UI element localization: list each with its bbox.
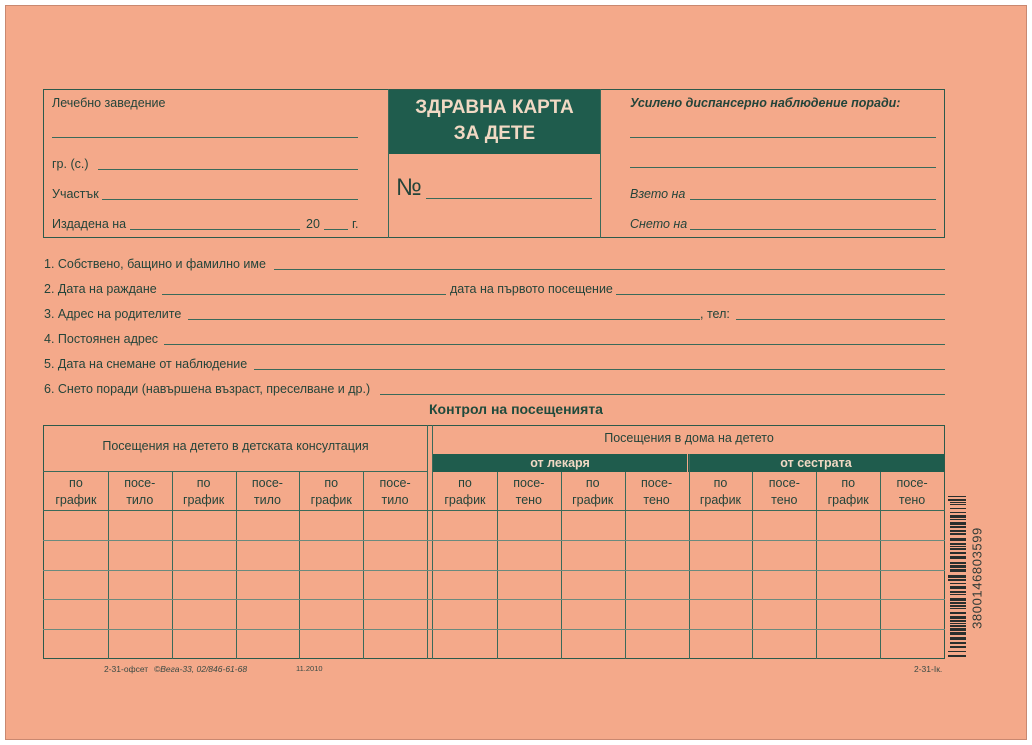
consult-col-3-header	[236, 475, 300, 509]
home-col-4-header	[689, 475, 753, 509]
barcode-bar	[950, 620, 966, 622]
home-col-2-header-line-0: по	[585, 476, 600, 490]
barcode-bar	[950, 519, 966, 520]
card-title-block	[389, 90, 600, 154]
field-parents-address-label: 3. Адрес на родителите	[44, 307, 182, 321]
home-header: Посещения в дома на детето	[604, 431, 774, 445]
barcode-bar	[950, 526, 966, 528]
home-col-6-header	[816, 475, 880, 509]
home-col-7-header-line-0: посе-	[896, 476, 928, 490]
barcode-bar	[950, 594, 966, 595]
home-col-5-header-line-1: тено	[771, 493, 798, 507]
field-parents-address-line[interactable]	[188, 319, 700, 320]
barcode-number-wrap	[966, 496, 988, 660]
home-col-4-header-line-0: по	[713, 476, 728, 490]
home-col-2-header-line-1: график	[572, 493, 614, 507]
table-row[interactable]	[44, 600, 944, 628]
header-divider-right	[600, 89, 601, 238]
home-col-0-header-line-1: график	[444, 493, 486, 507]
field-permanent-address-label: 4. Постоянен адрес	[44, 332, 159, 346]
district-label: Участък	[52, 187, 99, 201]
removed-line[interactable]	[690, 229, 936, 230]
barcode-bar	[950, 637, 966, 640]
barcode-bar	[950, 646, 966, 648]
barcode-bar	[950, 598, 966, 601]
consult-col-0-header-line-0: по	[69, 476, 83, 490]
footer-publisher: ©Вега-33, 02/846-61-68	[154, 664, 248, 674]
barcode-bar	[950, 504, 966, 505]
table-row[interactable]	[44, 541, 944, 569]
home-col-5-header-line-0: посе-	[768, 476, 800, 490]
institution-line[interactable]	[52, 137, 358, 138]
field-removal-date-line[interactable]	[254, 369, 945, 370]
barcode-bar	[950, 586, 966, 589]
barcode-bar	[950, 625, 966, 627]
home-col-0-header-line-0: по	[458, 476, 472, 490]
barcode-bar	[950, 508, 966, 509]
barcode-bar	[950, 612, 966, 614]
consult-col-5-header-line-1: тило	[381, 493, 409, 507]
nurse-header: от сестрата	[688, 454, 944, 472]
removed-label: Снето на	[630, 217, 688, 231]
home-col-1-header-line-1: тено	[515, 493, 543, 507]
barcode-bar	[948, 655, 966, 657]
consult-col-0-header-line-1: график	[55, 493, 97, 507]
field-removal-reason-line[interactable]	[380, 394, 945, 395]
barcode-bar	[950, 515, 966, 518]
home-col-3-header	[625, 475, 689, 509]
district-line[interactable]	[102, 199, 358, 200]
barcode-bar	[950, 616, 966, 619]
barcode-bar	[950, 565, 966, 568]
field-name-line[interactable]	[274, 269, 945, 270]
consult-col-1-header-line-0: посе-	[124, 476, 156, 490]
home-col-3-header-line-0: посе-	[641, 476, 673, 490]
home-col-5-header	[752, 475, 816, 509]
consult-col-1-header	[108, 475, 172, 509]
barcode-bar	[950, 628, 966, 631]
home-col-4-header-line-1: график	[699, 493, 742, 507]
observation-line-1[interactable]	[630, 137, 936, 138]
barcode-bar	[950, 556, 966, 559]
barcode-bar	[950, 546, 966, 547]
phone-line[interactable]	[736, 319, 945, 320]
home-col-1-header-line-0: посе-	[513, 476, 545, 490]
barcode-bar	[948, 579, 966, 581]
observation-title: Усилено диспансерно наблюдение поради:	[630, 96, 901, 110]
barcode-bar	[950, 538, 966, 541]
barcode-bar	[950, 512, 966, 513]
phone-label: , тел:	[700, 307, 730, 321]
barcode-bar	[950, 583, 966, 584]
consult-col-2-header-line-0: по	[196, 476, 211, 490]
home-col-3-header-line-1: тено	[643, 493, 670, 507]
year-line[interactable]	[324, 229, 348, 230]
taken-label: Взето на	[630, 187, 686, 201]
card-title-line1: ЗДРАВНА КАРТА	[415, 97, 574, 118]
barcode-bar	[950, 605, 966, 607]
field-birthdate-label: 2. Дата на раждане	[44, 282, 157, 296]
barcode-bar	[950, 608, 966, 609]
table-row[interactable]	[44, 571, 944, 599]
field-birthdate-line[interactable]	[162, 294, 446, 295]
barcode-bar	[950, 552, 966, 554]
barcode-number: 3800146803599	[969, 527, 985, 629]
barcode-bar	[950, 642, 966, 644]
footer-form-code: 2-31-офсет	[104, 664, 149, 674]
institution-label: Лечебно заведение	[52, 96, 166, 110]
footer-date: 11.2010	[296, 664, 323, 673]
barcode-bar	[950, 591, 966, 593]
home-col-7-header	[880, 475, 944, 509]
home-col-7-header-line-1: тено	[898, 493, 926, 507]
number-symbol: №	[396, 174, 422, 201]
consult-col-4-header	[299, 475, 363, 509]
doctor-header: от лекаря	[433, 454, 687, 472]
home-col-2-header	[561, 475, 625, 509]
consult-col-2-header-line-1: график	[182, 493, 225, 507]
barcode-bar	[948, 651, 966, 652]
footer-right-code: 2-31-Ік.	[914, 664, 943, 674]
home-col-1-header	[497, 475, 561, 509]
barcode-bar	[950, 623, 966, 624]
home-col-6-header-line-0: по	[841, 476, 856, 490]
consult-col-5-header	[363, 475, 427, 509]
consult-col-2-header	[172, 475, 236, 509]
barcode-bar	[948, 575, 966, 578]
card-number-line[interactable]	[426, 198, 592, 199]
barcode-bar	[950, 602, 966, 604]
city-line[interactable]	[98, 169, 358, 170]
consult-col-3-header-line-0: посе-	[251, 476, 283, 490]
city-label: гр. (с.)	[52, 157, 89, 171]
consultation-header-rule	[43, 471, 427, 472]
field-removal-date-label: 5. Дата на снемане от наблюдение	[44, 357, 248, 371]
field-name-label: 1. Собствено, бащино и фамилно име	[44, 257, 266, 271]
first-visit-line[interactable]	[616, 294, 945, 295]
barcode-bar	[950, 502, 966, 503]
first-visit-label: дата на първото посещение	[450, 282, 613, 296]
health-card-form	[6, 6, 1026, 739]
card-title-line2: ЗА ДЕТЕ	[453, 123, 536, 144]
barcode-bar	[950, 562, 966, 564]
consult-col-3-header-line-1: тило	[253, 493, 281, 507]
barcode-bar	[950, 569, 966, 572]
consult-col-4-header-line-1: график	[310, 493, 352, 507]
barcode-bar	[948, 496, 966, 497]
consult-col-4-header-line-0: по	[324, 476, 339, 490]
consult-col-1-header-line-1: тило	[126, 493, 154, 507]
home-col-0-header	[433, 475, 497, 509]
taken-line[interactable]	[690, 199, 936, 200]
table-row[interactable]	[44, 630, 944, 658]
barcode-bar	[948, 499, 966, 501]
year-suffix: г.	[352, 217, 359, 231]
consult-col-0-header	[44, 475, 108, 509]
table-row[interactable]	[44, 511, 944, 539]
observation-line-2[interactable]	[630, 167, 936, 168]
field-permanent-address-line[interactable]	[164, 344, 945, 345]
visits-title: Контрол на посещенията	[429, 401, 603, 417]
barcode-bar	[950, 548, 966, 550]
barcode-bar	[950, 522, 966, 525]
issued-date-line[interactable]	[130, 229, 300, 230]
barcode-bar	[950, 632, 966, 635]
field-removal-reason-label: 6. Снето поради (навършена възраст, преселване и др.)	[44, 382, 371, 396]
home-col-6-header-line-1: график	[827, 493, 869, 507]
year-prefix: 20	[306, 217, 320, 231]
barcode-bar	[950, 530, 966, 532]
consultation-header: Посещения на детето в детската консултация	[102, 439, 369, 453]
barcode-bar	[950, 543, 966, 545]
consult-col-5-header-line-0: посе-	[379, 476, 411, 490]
issued-label: Издадена на	[52, 217, 127, 231]
barcode-bar	[950, 533, 966, 535]
